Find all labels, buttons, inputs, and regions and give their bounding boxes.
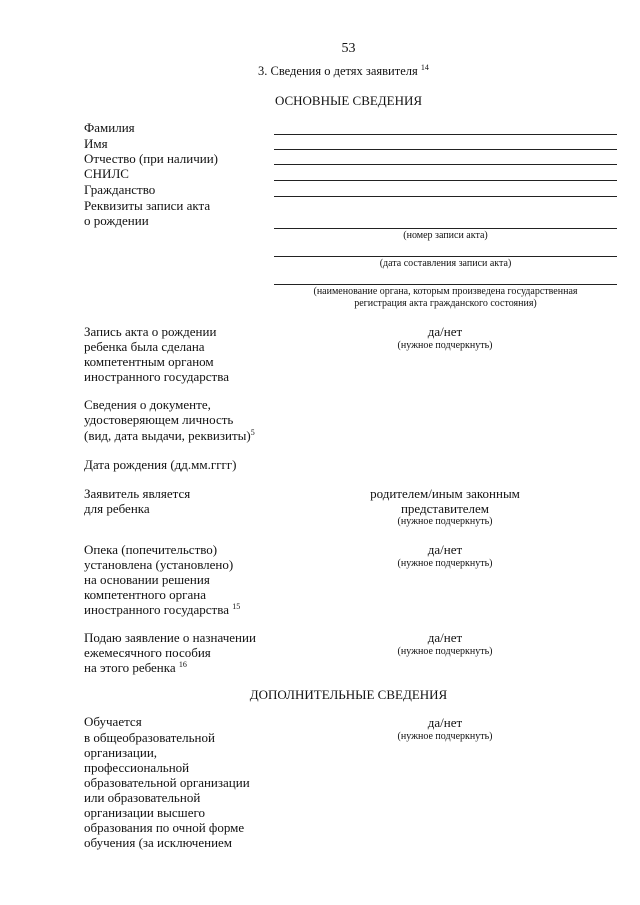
record-organ-caption-2: регистрация акта гражданского состояния) bbox=[354, 298, 537, 309]
birth-record-label-1: Реквизиты записи акта bbox=[84, 198, 211, 213]
footnote-ref-5: 5 bbox=[250, 428, 255, 437]
guardianship-answer[interactable]: да/нет bbox=[427, 542, 463, 557]
record-date-field-line[interactable] bbox=[274, 256, 617, 257]
applicant-role-line-2: для ребенка bbox=[84, 501, 150, 516]
citizenship-label: Гражданство bbox=[84, 182, 156, 197]
patronymic-label: Отчество (при наличии) bbox=[84, 151, 219, 166]
studies-line-7: организации высшего bbox=[84, 805, 205, 820]
foreign-record-hint: (нужное подчеркнуть) bbox=[397, 340, 493, 351]
citizenship-field-line[interactable] bbox=[274, 196, 617, 197]
patronymic-field-line[interactable] bbox=[274, 164, 617, 165]
main-heading: ОСНОВНЫЕ СВЕДЕНИЯ bbox=[274, 93, 423, 108]
identity-doc-line-3 bbox=[84, 428, 255, 444]
birth-record-label-2: о рождении bbox=[84, 213, 149, 228]
surname-label: Фамилия bbox=[84, 120, 135, 135]
name-label: Имя bbox=[84, 136, 108, 151]
foreign-record-line-3: компетентным органом bbox=[84, 354, 214, 369]
allowance-line-2: ежемесячного пособия bbox=[84, 645, 211, 660]
allowance-hint: (нужное подчеркнуть) bbox=[397, 646, 493, 657]
section-title-text: 3. Сведения о детях заявителя bbox=[258, 64, 418, 78]
foreign-record-line-2: ребенка была сделана bbox=[84, 339, 205, 354]
studies-line-3: организации, bbox=[84, 745, 158, 760]
identity-doc-line-1: Сведения о документе, bbox=[84, 397, 211, 412]
guardianship-line-1: Опека (попечительство) bbox=[84, 542, 218, 557]
snils-field-line[interactable] bbox=[274, 180, 617, 181]
record-date-caption: (дата составления записи акта) bbox=[379, 258, 512, 269]
studies-line-5: образовательной организации bbox=[84, 775, 250, 790]
foreign-record-line-1: Запись акта о рождении bbox=[84, 324, 217, 339]
identity-doc-line-3-text: (вид, дата выдачи, реквизиты) bbox=[84, 428, 251, 443]
studies-line-2: в общеобразовательной bbox=[84, 730, 215, 745]
allowance-line-1: Подаю заявление о назначении bbox=[84, 630, 256, 645]
page-number: 53 bbox=[341, 41, 356, 56]
studies-line-9: обучения (за исключением bbox=[84, 835, 233, 850]
applicant-role-answer-2[interactable]: представителем bbox=[400, 501, 490, 516]
studies-line-6: или образовательной bbox=[84, 790, 201, 805]
record-number-field-line[interactable] bbox=[274, 228, 617, 229]
identity-doc-line-2: удостоверяющем личность bbox=[84, 412, 234, 427]
studies-line-1: Обучается bbox=[84, 714, 142, 729]
studies-answer[interactable]: да/нет bbox=[427, 715, 463, 730]
guardianship-hint: (нужное подчеркнуть) bbox=[397, 558, 493, 569]
guardianship-line-5-text: иностранного государства bbox=[84, 602, 229, 617]
studies-line-8: образования по очной форме bbox=[84, 820, 245, 835]
foreign-record-answer[interactable]: да/нет bbox=[427, 324, 463, 339]
guardianship-line-4: компетентного органа bbox=[84, 587, 206, 602]
birth-date-label: Дата рождения (дд.мм.гггг) bbox=[84, 457, 237, 472]
applicant-role-line-1: Заявитель является bbox=[84, 486, 191, 501]
snils-label: СНИЛС bbox=[84, 166, 129, 181]
extra-heading: ДОПОЛНИТЕЛЬНЫЕ СВЕДЕНИЯ bbox=[249, 687, 448, 702]
allowance-line-3 bbox=[84, 660, 187, 676]
studies-hint: (нужное подчеркнуть) bbox=[397, 731, 493, 742]
footnote-ref-15: 15 bbox=[232, 602, 241, 611]
studies-line-4: профессиональной bbox=[84, 760, 190, 775]
record-organ-caption-1: (наименование органа, которым произведена государственная bbox=[313, 286, 578, 297]
allowance-line-3-text: на этого ребенка bbox=[84, 660, 176, 675]
guardianship-line-3: на основании решения bbox=[84, 572, 210, 587]
record-organ-field-line[interactable] bbox=[274, 284, 617, 285]
footnote-ref-16: 16 bbox=[178, 660, 187, 669]
surname-field-line[interactable] bbox=[274, 134, 617, 135]
applicant-role-answer-1[interactable]: родителем/иным законным bbox=[370, 486, 520, 501]
section-title bbox=[258, 64, 429, 80]
guardianship-line-2: установлена (установлено) bbox=[84, 557, 234, 572]
footnote-ref-14: 14 bbox=[420, 63, 429, 72]
name-field-line[interactable] bbox=[274, 149, 617, 150]
applicant-role-hint: (нужное подчеркнуть) bbox=[397, 516, 493, 527]
record-number-caption: (номер записи акта) bbox=[403, 230, 488, 241]
allowance-answer[interactable]: да/нет bbox=[427, 630, 463, 645]
foreign-record-line-4: иностранного государства bbox=[84, 369, 229, 384]
guardianship-line-5 bbox=[84, 602, 240, 618]
